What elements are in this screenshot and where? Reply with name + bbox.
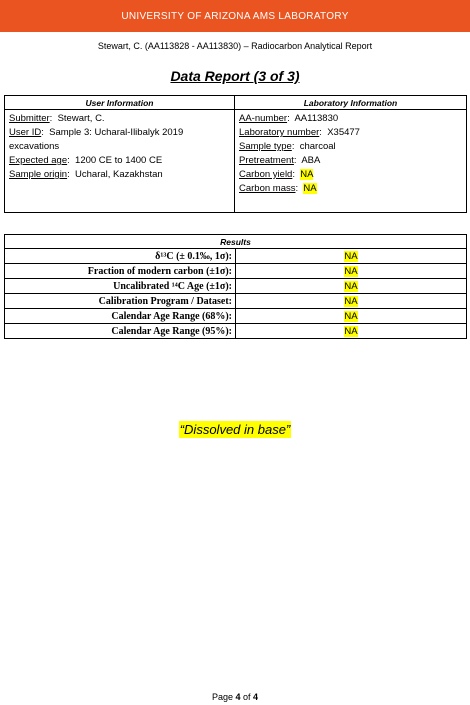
carbon-yield-label: Carbon yield <box>239 169 293 180</box>
carbon-yield-value: NA <box>300 169 314 180</box>
page-total: 4 <box>253 692 259 702</box>
result-value-d13c: NA <box>236 249 467 264</box>
table-row <box>5 249 467 264</box>
lab-number-label: Laboratory number <box>239 127 320 138</box>
results-table <box>4 234 467 339</box>
result-value-c14-age: NA <box>236 279 467 294</box>
sample-origin-value: Ucharal, Kazakhstan <box>75 169 163 180</box>
lab-info-heading: Laboratory Information <box>235 96 467 110</box>
expected-age-label: Expected age <box>9 155 68 166</box>
expected-age-value: 1200 CE to 1400 CE <box>75 155 163 166</box>
result-value-calibration: NA <box>236 294 467 309</box>
aa-number-label: AA-number <box>239 113 288 124</box>
result-label-d13c: δ¹³C (± 0.1‰, 1σ): <box>5 249 236 264</box>
page-current: 4 <box>235 692 241 702</box>
table-row <box>5 279 467 294</box>
pretreatment-value: ABA <box>301 155 321 166</box>
user-id-row: User ID: Sample 3: Ucharal-Ilibalyk 2019 excavations <box>9 127 184 152</box>
result-label-c14-age: Uncalibrated ¹⁴C Age (±1σ): <box>5 279 236 294</box>
result-value-fraction-modern: NA <box>236 264 467 279</box>
carbon-mass-value: NA <box>303 183 317 194</box>
result-label-calibration: Calibration Program / Dataset: <box>5 294 236 309</box>
user-id-value: Sample 3: Ucharal-Ilibalyk 2019 excavations <box>9 127 184 152</box>
carbon-mass-label: Carbon mass <box>239 183 296 194</box>
lab-info-cell <box>235 110 467 213</box>
page-footer <box>0 692 470 702</box>
sample-note <box>0 421 470 439</box>
sample-origin-label: Sample origin <box>9 169 68 180</box>
result-value-range-95: NA <box>236 324 467 339</box>
page-prefix: Page <box>211 692 233 702</box>
submitter-label: Submitter <box>9 113 50 124</box>
results-heading: Results <box>5 235 467 249</box>
user-info-heading: User Information <box>5 96 235 110</box>
user-id-label: User ID <box>9 127 42 138</box>
info-table <box>4 95 467 213</box>
result-label-range-95: Calendar Age Range (95%): <box>5 324 236 339</box>
report-subtitle: Stewart, C. (AA113828 - AA113830) – Radiocarbon Analytical Report <box>97 41 373 51</box>
result-label-range-68: Calendar Age Range (68%): <box>5 309 236 324</box>
carbon-mass-row: Carbon mass: NA <box>239 183 317 194</box>
table-row <box>5 264 467 279</box>
lab-banner <box>0 0 470 32</box>
lab-number-value: X35477 <box>327 127 360 138</box>
lab-number-row: Laboratory number: X35477 <box>239 127 360 138</box>
submitter-value: Stewart, C. <box>57 113 105 124</box>
user-info-cell <box>5 110 235 213</box>
page-of: of <box>243 692 251 702</box>
page-title: Data Report (3 of 3) <box>170 68 300 84</box>
aa-number-value: AA113830 <box>294 113 339 124</box>
expected-age-row: Expected age: 1200 CE to 1400 CE <box>9 155 163 166</box>
table-row <box>5 324 467 339</box>
aa-number-row: AA-number: AA113830 <box>239 113 339 124</box>
result-label-fraction-modern: Fraction of modern carbon (±1σ): <box>5 264 236 279</box>
pretreatment-label: Pretreatment <box>239 155 294 166</box>
sample-type-label: Sample type <box>239 141 292 152</box>
sample-type-value: charcoal <box>299 141 336 152</box>
sample-origin-row: Sample origin: Ucharal, Kazakhstan <box>9 169 163 180</box>
submitter-row: Submitter: Stewart, C. <box>9 113 105 124</box>
table-row <box>5 294 467 309</box>
banner-text: UNIVERSITY OF ARIZONA AMS LABORATORY <box>121 10 349 22</box>
sample-note-text: “Dissolved in base” <box>179 422 291 437</box>
sample-type-row: Sample type: charcoal <box>239 141 336 152</box>
pretreatment-row: Pretreatment: ABA <box>239 155 321 166</box>
result-value-range-68: NA <box>236 309 467 324</box>
table-row <box>5 309 467 324</box>
carbon-yield-row: Carbon yield: NA <box>239 169 314 180</box>
